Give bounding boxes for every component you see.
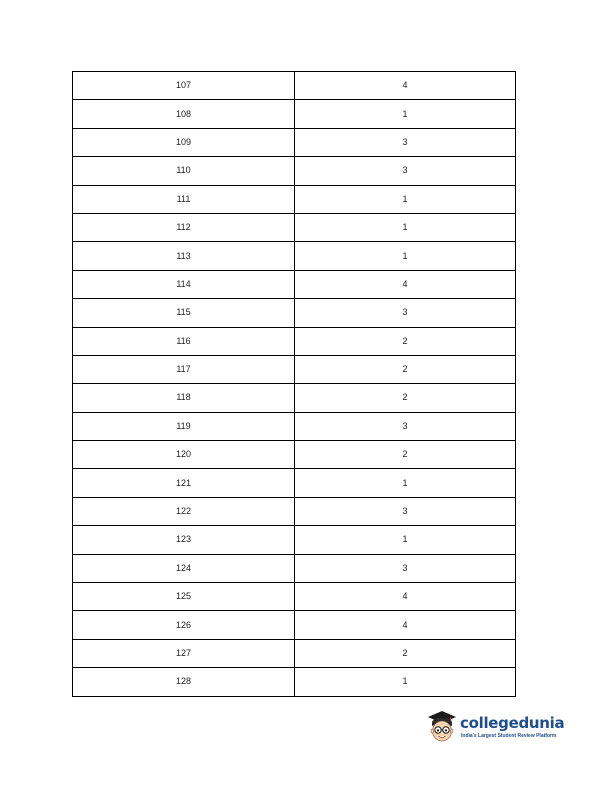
question-number-cell: 119 [73, 412, 295, 440]
question-number-cell: 115 [73, 299, 295, 327]
table-row [73, 668, 516, 696]
answer-cell: 1 [295, 100, 516, 128]
answer-cell: 2 [295, 355, 516, 383]
question-number-cell: 118 [73, 384, 295, 412]
answer-key-table [72, 71, 516, 697]
table-row [73, 299, 516, 327]
question-number-cell: 114 [73, 270, 295, 298]
logo-brand-name: collegedunia [460, 714, 565, 732]
answer-cell: 1 [295, 242, 516, 270]
answer-cell: 1 [295, 213, 516, 241]
question-number-cell: 111 [73, 185, 295, 213]
question-number-cell: 117 [73, 355, 295, 383]
question-number-cell: 116 [73, 327, 295, 355]
table-row [73, 441, 516, 469]
table-row [73, 526, 516, 554]
answer-cell: 3 [295, 157, 516, 185]
answer-cell: 1 [295, 185, 516, 213]
table-row [73, 497, 516, 525]
table-row [73, 100, 516, 128]
question-number-cell: 128 [73, 668, 295, 696]
table-row [73, 412, 516, 440]
table-row [73, 185, 516, 213]
question-number-cell: 109 [73, 128, 295, 156]
question-number-cell: 127 [73, 639, 295, 667]
answer-cell: 3 [295, 299, 516, 327]
logo-tagline: India's Largest Student Review Platform [461, 733, 557, 739]
table-row [73, 213, 516, 241]
table-row [73, 583, 516, 611]
table-row [73, 554, 516, 582]
question-number-cell: 121 [73, 469, 295, 497]
answer-cell: 2 [295, 639, 516, 667]
answer-cell: 3 [295, 497, 516, 525]
answer-cell: 1 [295, 668, 516, 696]
question-number-cell: 107 [73, 72, 295, 100]
question-number-cell: 113 [73, 242, 295, 270]
table-row [73, 128, 516, 156]
student-mascot-icon [424, 708, 460, 746]
answer-cell: 2 [295, 327, 516, 355]
answer-cell: 1 [295, 469, 516, 497]
question-number-cell: 123 [73, 526, 295, 554]
table-row [73, 72, 516, 100]
answer-cell: 4 [295, 72, 516, 100]
table-row [73, 639, 516, 667]
answer-cell: 3 [295, 128, 516, 156]
answer-cell: 4 [295, 583, 516, 611]
question-number-cell: 120 [73, 441, 295, 469]
question-number-cell: 124 [73, 554, 295, 582]
table-row [73, 611, 516, 639]
question-number-cell: 122 [73, 497, 295, 525]
question-number-cell: 126 [73, 611, 295, 639]
answer-cell: 4 [295, 611, 516, 639]
table-row [73, 157, 516, 185]
table-row [73, 355, 516, 383]
table-row [73, 270, 516, 298]
question-number-cell: 108 [73, 100, 295, 128]
question-number-cell: 125 [73, 583, 295, 611]
table-row [73, 469, 516, 497]
answer-cell: 4 [295, 270, 516, 298]
question-number-cell: 112 [73, 213, 295, 241]
table-row [73, 327, 516, 355]
answer-cell: 2 [295, 441, 516, 469]
question-number-cell: 110 [73, 157, 295, 185]
answer-cell: 3 [295, 412, 516, 440]
collegedunia-logo [424, 708, 564, 748]
answer-cell: 1 [295, 526, 516, 554]
table-row [73, 384, 516, 412]
answer-cell: 2 [295, 384, 516, 412]
answer-cell: 3 [295, 554, 516, 582]
table-row [73, 242, 516, 270]
